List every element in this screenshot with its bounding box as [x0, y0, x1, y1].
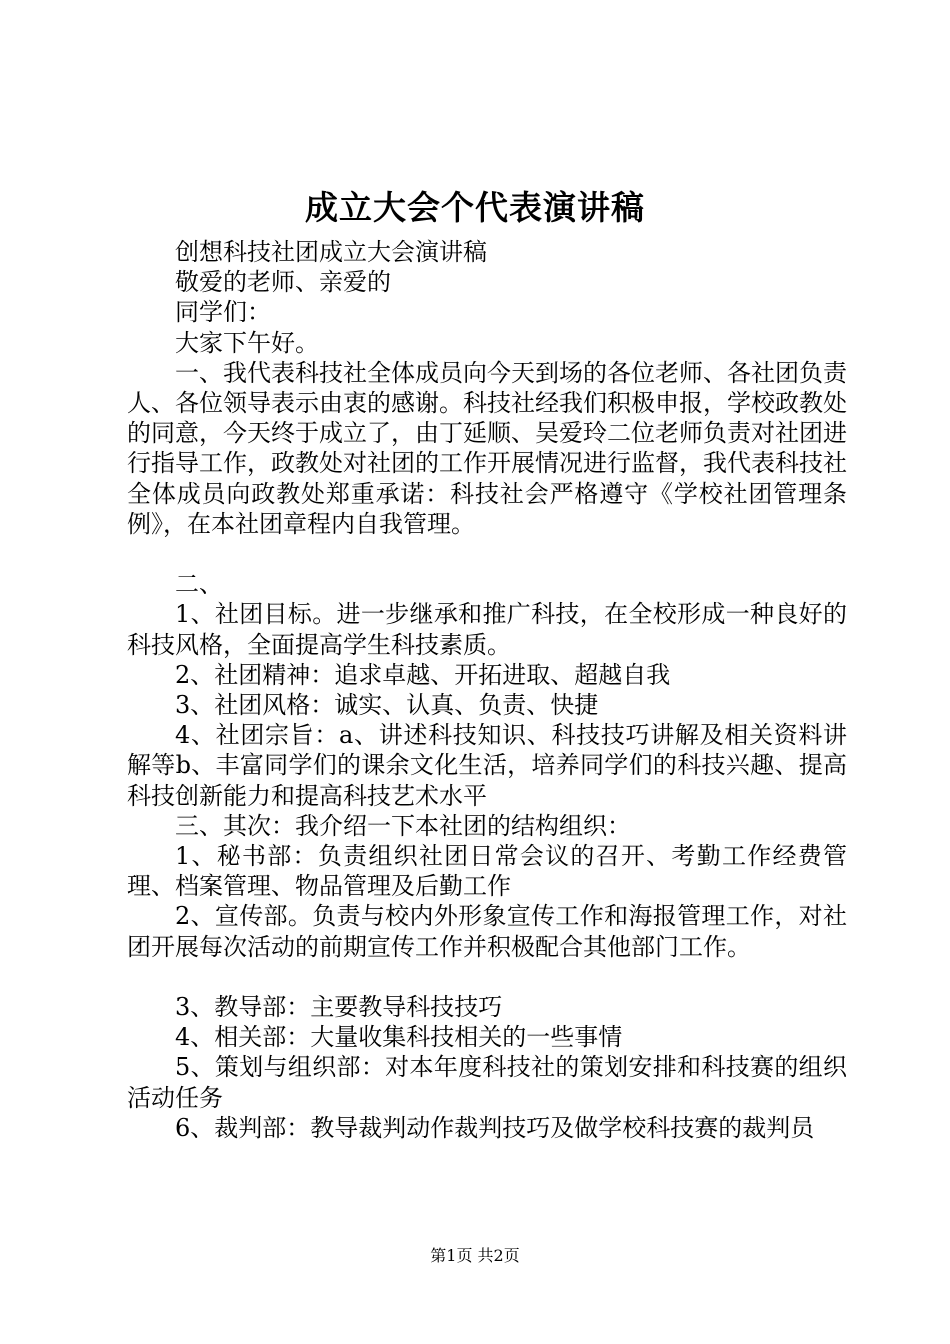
paragraph-section-two-heading: 二、	[175, 570, 223, 599]
paragraph-subtitle: 创想科技社团成立大会演讲稿	[175, 238, 487, 266]
paragraph-greeting-students: 同学们：	[175, 298, 271, 327]
document-title: 成立大会个代表演讲稿	[305, 188, 645, 227]
paragraph-secretary-dept: 1、秘书部：负责组织社团日常会议的召开、考勤工作经费管理、档案管理、物品管理及后勤工作	[127, 842, 847, 901]
paragraph-club-style: 3、社团风格：诚实、认真、负责、快捷	[175, 691, 599, 720]
paragraph-section-three-heading: 三、其次：我介绍一下本社团的结构组织：	[175, 811, 631, 840]
paragraph-planning-dept: 5、策划与组织部：对本年度科技社的策划安排和科技赛的组织活动任务	[127, 1053, 847, 1112]
paragraph-referee-dept: 6、裁判部：教导裁判动作裁判技巧及做学校科技赛的裁判员	[175, 1113, 815, 1142]
paragraph-spacer	[127, 539, 847, 569]
paragraph-section-one: 一、我代表科技社全体成员向今天到场的各位老师、各社团负责人、各位领导表示由衷的感谢。科技社经我们积极申报，学校政教处的同意，今天终于成立了，由丁延顺、吴爱玲二位老师负责对社团进行指导工作，政教处对社团的工作开展情况进行监督，我代表科技社全体成员向政教处郑重承诺：科技社会严格遵守《学校社团管理条例》，在本社团章程内自我管理。	[127, 358, 847, 538]
paragraph-good-afternoon: 大家下午好。	[175, 328, 319, 357]
document-body	[127, 237, 847, 1143]
paragraph-club-goal: 1、社团目标。进一步继承和推广科技，在全校形成一种良好的科技风格，全面提高学生科技素质。	[127, 600, 847, 659]
paragraph-publicity-dept: 2、宣传部。负责与校内外形象宣传工作和海报管理工作，对社团开展每次活动的前期宣传工作并积极配合其他部门工作。	[127, 902, 847, 961]
paragraph-spacer	[127, 962, 847, 992]
paragraph-related-dept: 4、相关部：大量收集科技相关的一些事情	[175, 1023, 623, 1052]
page-number-footer: 第1页 共2页	[430, 1246, 520, 1265]
paragraph-club-purpose: 4、社团宗旨：a、讲述科技知识、科技技巧讲解及相关资料讲解等b、丰富同学们的课余文化生活，培养同学们的科技兴趣、提高科技创新能力和提高科技艺术水平	[127, 721, 847, 810]
paragraph-club-spirit: 2、社团精神：追求卓越、开拓进取、超越自我	[175, 660, 671, 689]
paragraph-teaching-dept: 3、教导部：主要教导科技技巧	[175, 993, 503, 1022]
paragraph-greeting-teachers: 敬爱的老师、亲爱的	[175, 268, 391, 297]
